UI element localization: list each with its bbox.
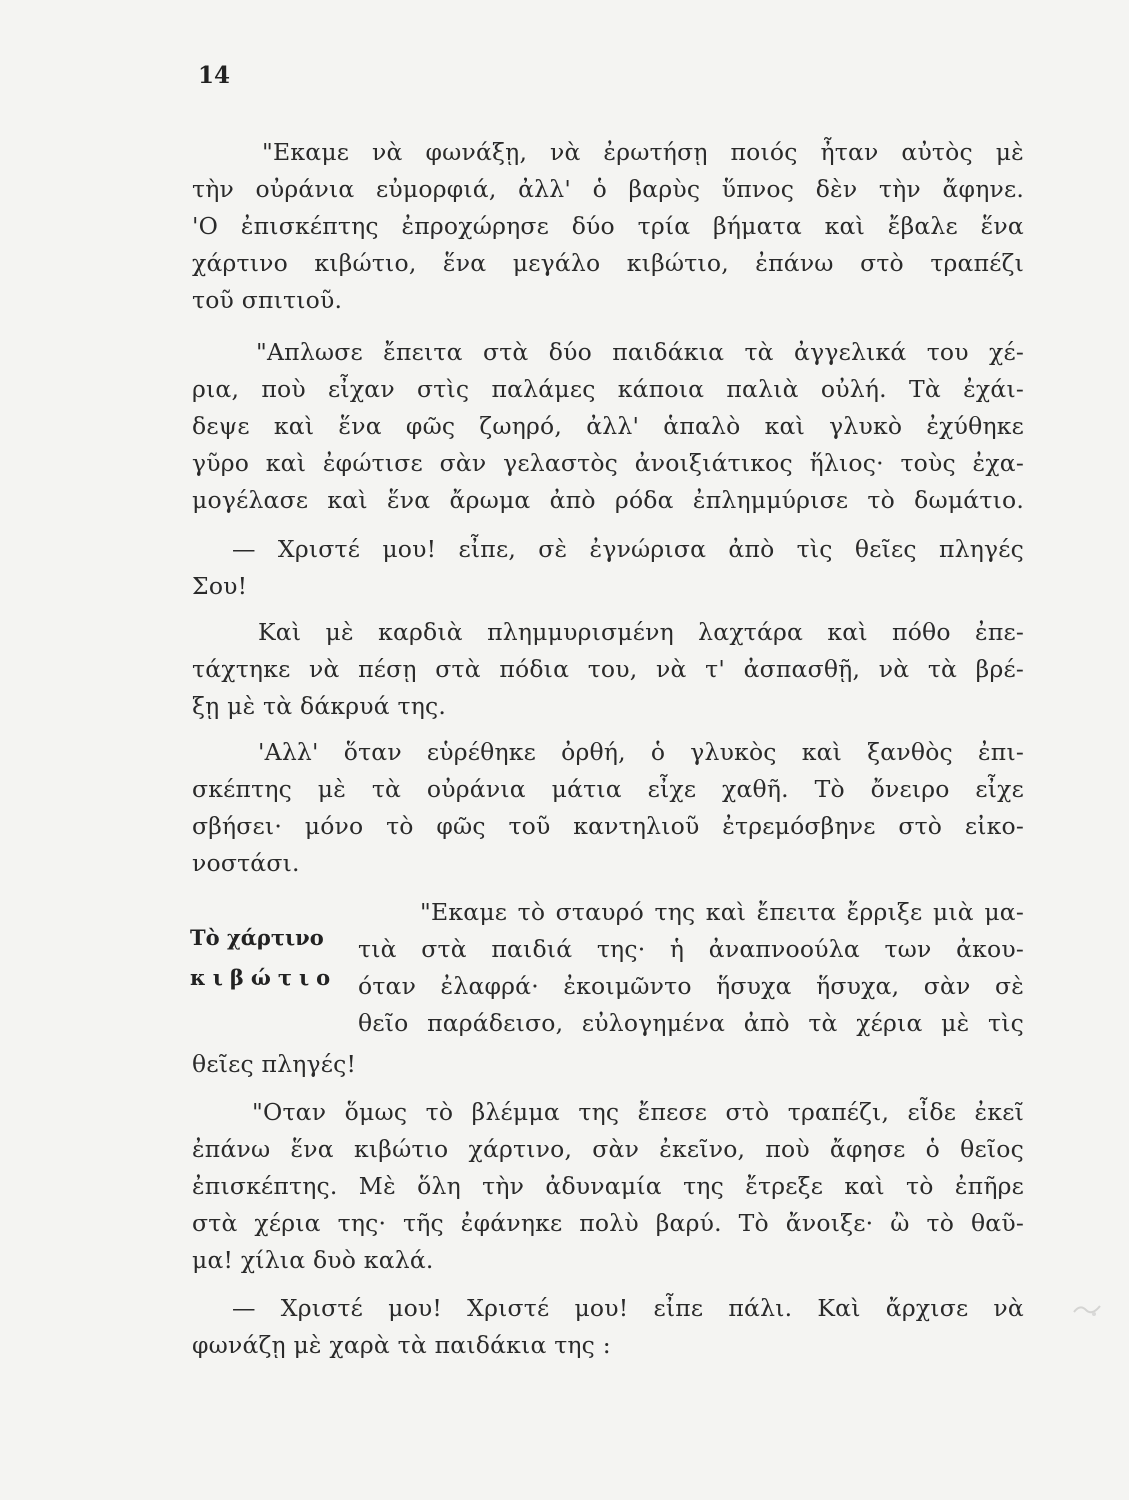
- text-line: μογέλασε καὶ ἕνα ἄρωμα ἀπὸ ρόδα ἐπλημμύρισε τὸ δωμάτιο.: [192, 486, 1024, 514]
- text-line: σβήσει· μόνο τὸ φῶς τοῦ καντηλιοῦ ἐτρεμόσβηνε στὸ εἰκο-: [192, 812, 1024, 840]
- text-line: στὰ χέρια της· τῆς ἐφάνηκε πολὺ βαρύ. Τὸ ἄνοιξε· ὢ τὸ θαῦ-: [192, 1209, 1024, 1237]
- text-line: όταν ἐλαφρά· ἐκοιμῶντο ἥσυχα ἥσυχα, σὰν σὲ: [358, 972, 1024, 1000]
- text-line: "Εκαμε τὸ σταυρό της καὶ ἔπειτα ἔρριξε μιὰ μα-: [420, 898, 1024, 926]
- text-line: θεῖες πληγές!: [192, 1050, 357, 1078]
- text-line: τιὰ στὰ παιδιά της· ἡ ἀναπνοούλα των ἀκου-: [358, 935, 1024, 963]
- page-number: 14: [198, 62, 231, 89]
- text-line: ἐπισκέπτης. Μὲ ὅλη τὴν ἀδυναμία της ἔτρεξε καὶ τὸ ἐπῆρε: [192, 1172, 1024, 1200]
- text-line: δεψε καὶ ἕνα φῶς ζωηρό, ἀλλ' ἁπαλὸ καὶ γλυκὸ ἐχύθηκε: [192, 412, 1024, 440]
- text-line: χάρτινο κιβώτιο, ἕνα μεγάλο κιβώτιο, ἐπάνω στὸ τραπέζι: [192, 249, 1024, 277]
- text-line: — Χριστέ μου! εἶπε, σὲ ἐγνώρισα ἀπὸ τὶς θεῖες πληγές: [232, 535, 1024, 563]
- text-line: ρια, ποὺ εἶχαν στὶς παλάμες κάποια παλιὰ οὐλή. Τὰ ἐχάι-: [192, 375, 1024, 403]
- text-line: Καὶ μὲ καρδιὰ πλημμυρισμένη λαχτάρα καὶ πόθο ἐπε-: [258, 618, 1024, 646]
- text-line: νοστάσι.: [192, 849, 300, 877]
- text-line: 'Αλλ' ὅταν εὑρέθηκε ὀρθή, ὁ γλυκὸς καὶ ξανθὸς ἐπι-: [258, 738, 1024, 766]
- marginal-note: [190, 918, 350, 998]
- marginal-note-line: κιβώτιο: [190, 965, 338, 990]
- text-line: τάχτηκε νὰ πέσῃ στὰ πόδια του, νὰ τ' ἀσπασθῇ, νὰ τὰ βρέ-: [192, 655, 1024, 683]
- text-line: "Εκαμε νὰ φωνάξῃ, νὰ ἐρωτήσῃ ποιός ἦταν αὐτὸς μὲ: [262, 138, 1024, 166]
- text-line: ξῃ μὲ τὰ δάκρυά της.: [192, 692, 447, 720]
- ink-smudge-mark: [1072, 1298, 1102, 1320]
- text-line: θεῖο παράδεισο, εὐλογημένα ἀπὸ τὰ χέρια μὲ τὶς: [358, 1009, 1024, 1037]
- text-line: φωνάζῃ μὲ χαρὰ τὰ παιδάκια της :: [192, 1331, 611, 1359]
- text-line: "Απλωσε ἔπειτα στὰ δύο παιδάκια τὰ ἀγγελικά του χέ-: [256, 338, 1024, 366]
- text-line: τοῦ σπιτιοῦ.: [192, 286, 343, 314]
- text-line: τὴν οὐράνια εὐμορφιά, ἀλλ' ὁ βαρὺς ὕπνος δὲν τὴν ἄφηνε.: [192, 175, 1024, 203]
- text-line: 'Ο ἐπισκέπτης ἐπροχώρησε δύο τρία βήματα καὶ ἔβαλε ἕνα: [192, 212, 1024, 240]
- marginal-note-line: Τὸ χάρτινο: [190, 925, 324, 950]
- text-line: σκέπτης μὲ τὰ οὐράνια μάτια εἶχε χαθῆ. Τὸ ὄνειρο εἶχε: [192, 775, 1024, 803]
- text-line: ἐπάνω ἕνα κιβώτιο χάρτινο, σὰν ἐκεῖνο, ποὺ ἄφησε ὁ θεῖος: [192, 1135, 1024, 1163]
- text-line: γῦρο καὶ ἐφώτισε σὰν γελαστὸς ἀνοιξιάτικος ἥλιος· τοὺς ἐχα-: [192, 449, 1024, 477]
- text-line: — Χριστέ μου! Χριστέ μου! εἶπε πάλι. Καὶ ἄρχισε νὰ: [232, 1294, 1024, 1322]
- text-line: μα! χίλια δυὸ καλά.: [192, 1246, 434, 1274]
- text-line: Σου!: [192, 572, 248, 600]
- text-line: "Οταν ὅμως τὸ βλέμμα της ἔπεσε στὸ τραπέζι, εἶδε ἐκεῖ: [252, 1098, 1024, 1126]
